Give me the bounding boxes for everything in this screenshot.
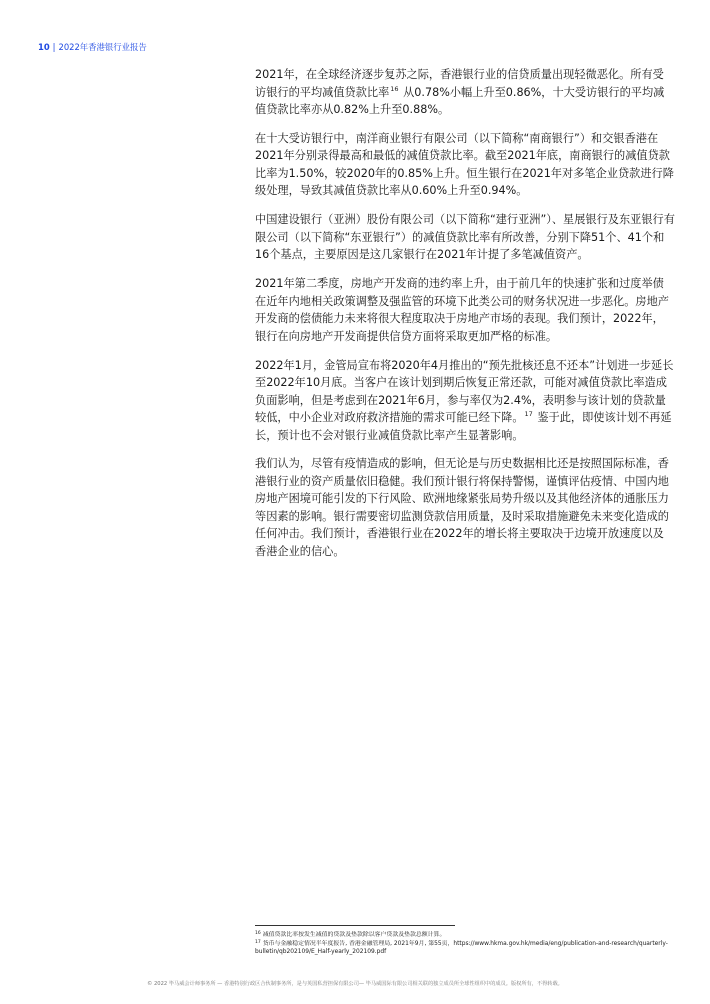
report-title: 2022年香港银行业报告 xyxy=(58,42,147,52)
paragraph xyxy=(255,357,675,445)
footnote xyxy=(255,931,695,939)
page-number: 10 xyxy=(38,42,50,52)
paragraph-text: 鉴于此，即使该计划不再延长，预计也不会对银行业减值贷款比率产生显著影响。 xyxy=(255,411,672,442)
footnote-divider xyxy=(255,925,455,926)
paragraph xyxy=(255,66,675,119)
body-text xyxy=(255,66,675,572)
paragraph-text: 2021年第二季度，房地产开发商的违约率上升，由于前几年的快速扩张和过度举债在近年内地相关政策调整及强监管的环境下此类公司的财务状况进一步恶化。房地产开发商的偿债能力未来将很大程度取决于房地产市场的表现。我们预计，2022年，银行在向房地产开发商提供信贷方面将采取更加严格的标准。 xyxy=(255,277,669,343)
running-header xyxy=(38,41,147,53)
footnote-text: 减值贷款比率按发生减值的贷款及垫款除以客户贷款及垫款总额计算。 xyxy=(262,932,446,938)
footnote-ref[interactable]: 17 xyxy=(524,410,533,419)
paragraph-text: 2021年，在全球经济逐步复苏之际，香港银行业的信贷质量出现轻微恶化。所有受访银行的平均减值贷款比率 xyxy=(255,68,664,99)
paragraph-text: 从0.78%小幅上升至0.86%，十大受访银行的平均减值贷款比率亦从0.82%上升至0.88%。 xyxy=(255,85,665,116)
paragraph xyxy=(255,455,675,560)
header-separator: | xyxy=(52,42,56,52)
footnote-ref[interactable]: 16 xyxy=(390,84,399,93)
copyright-footer: © 2022 毕马威会计师事务所 — 香港特别行政区合伙制事务所，是与英国私营担保有限公司— 毕马威国际有限公司相关联的独立成员所全球性组织中的成员。版权所有，不得转载。 xyxy=(147,981,563,987)
paragraph-text: 在十大受访银行中，南洋商业银行有限公司（以下简称“南商银行”）和交银香港在2021年分别录得最高和最低的减值贷款比率。截至2021年底，南商银行的减值贷款比率为1.50%，较2020年的0.85%上升。恒生银行在2021年对多笔企业贷款进行降级处理，导致其减值贷款比率从0.60%上升至0.94%。 xyxy=(255,131,674,198)
footnote-number: 16 xyxy=(255,931,261,936)
paragraph-text: 2022年1月，金管局宣布将2020年4月推出的“预先批核还息不还本”计划进一步延长至2022年10月底。当客户在该计划到期后恢复正常还款，可能对减值贷款比率造成负面影响，但是考虑到在2021年6月，参与率仅为2.4%，表明参与该计划的贷款量较低，中小企业对政府救济措施的需求可能已经下降。 xyxy=(255,358,674,425)
paragraph xyxy=(255,130,675,200)
paragraph-text: 中国建设银行（亚洲）股份有限公司（以下简称“建行亚洲”）、星展银行及东亚银行有限公司（以下简称“东亚银行”）的减值贷款比率有所改善，分别下降51个、41个和16个基点，主要原因是这几家银行在2021年计提了多笔减值资产。 xyxy=(255,213,675,262)
footnote-text[interactable]: 货币与金融稳定情况半年度报告, 香港金融管理局, 2021年9月, 第55页，https://www.hkma.gov.hk/media/eng/publication-and-research/quarterly-bulletin/qb202109/E_Half-yearly_202109.pdf xyxy=(255,941,668,956)
paragraph xyxy=(255,211,675,264)
footnote-number: 17 xyxy=(255,940,261,946)
footnote xyxy=(255,940,695,956)
paragraph xyxy=(255,275,675,345)
footnotes xyxy=(255,931,695,958)
paragraph-text: 我们认为，尽管有疫情造成的影响，但无论是与历史数据相比还是按照国际标准，香港银行业的资产质量依旧稳健。我们预计银行将保持警惕，谨慎评估疫情、中国内地房地产困境可能引发的下行风险、欧洲地缘紧张局势升级以及其他经济体的通胀压力等因素的影响。银行需要密切监测贷款信用质量，及时采取措施避免未来变化造成的任何冲击。我们预计，香港银行业在2022年的增长将主要取决于边境开放速度以及香港企业的信心。 xyxy=(255,457,669,558)
